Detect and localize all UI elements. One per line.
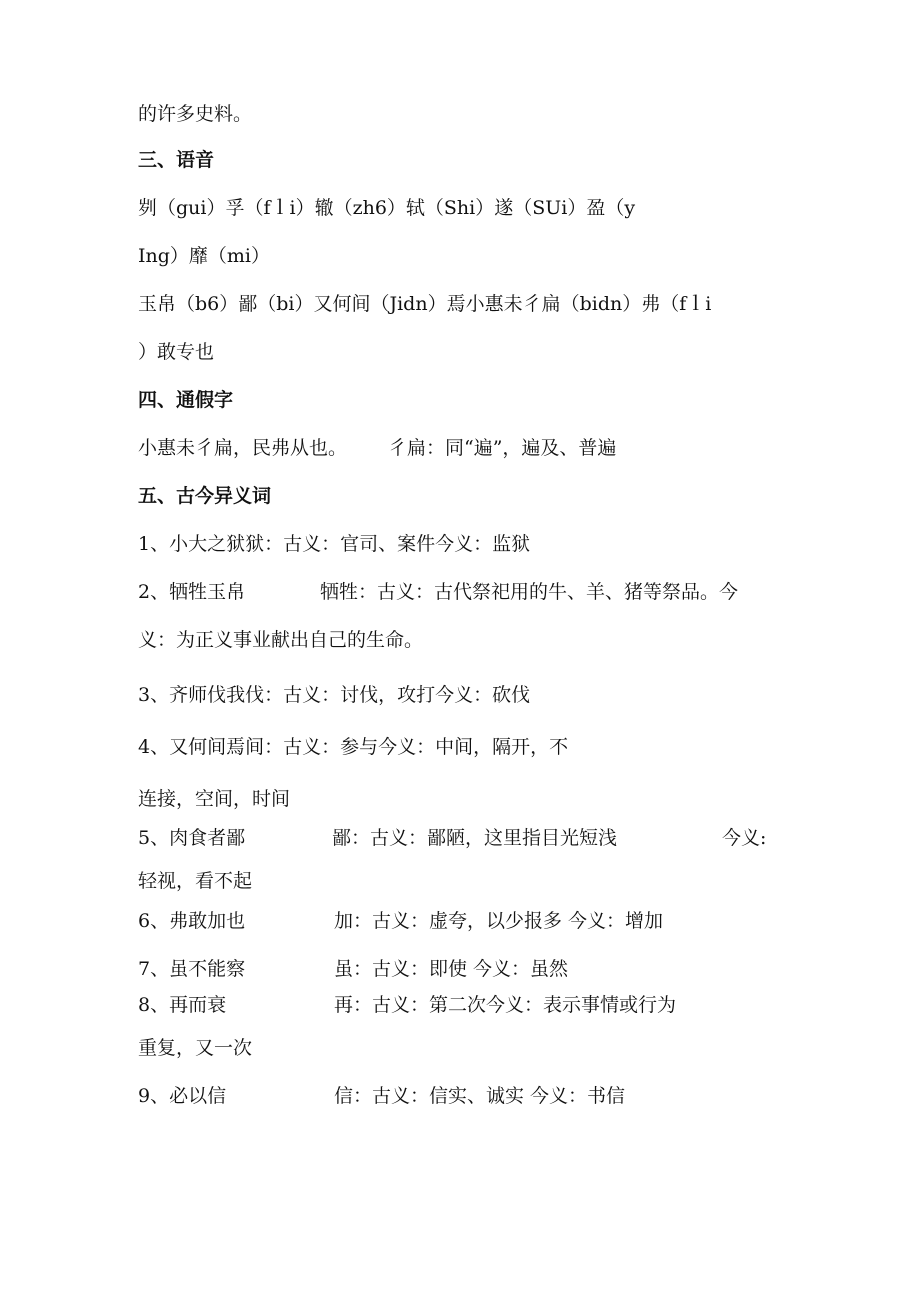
section-3-heading: 三、语音 xyxy=(138,149,215,171)
word-item-7-term: 7、虽不能察 xyxy=(138,958,246,980)
word-item-3: 3、齐师伐我伐：古义：讨伐，攻打今义：砍伐 xyxy=(138,684,531,706)
section-4-heading: 四、通假字 xyxy=(138,389,234,411)
loan-char-example: 小惠未彳扁，民弗从也。 xyxy=(138,437,348,459)
word-item-7-definition: 虽：古义：即使 今义：虽然 xyxy=(334,958,569,980)
word-item-9-definition: 信：古义：信实、诚实 今义：书信 xyxy=(334,1085,626,1107)
section-5-heading: 五、古今异义词 xyxy=(138,485,272,507)
word-item-4-continuation: 连接，空间，时间 xyxy=(138,788,291,810)
word-item-6-definition: 加：古义：虚夸，以少报多 今义：增加 xyxy=(334,910,664,932)
word-item-8-definition: 再：古义：第二次今义：表示事情或行为 xyxy=(334,994,677,1016)
word-item-8-term: 8、再而衰 xyxy=(138,994,227,1016)
loan-char-explanation: 彳扁：同“遍”，遍及、普遍 xyxy=(388,437,617,459)
word-item-2-term: 2、牺牲玉帛 xyxy=(138,581,246,603)
word-item-2-definition: 牺牲：古义：古代祭祀用的牛、羊、猪等祭品。今 xyxy=(320,581,739,603)
word-item-4: 4、又何间焉间：古义：参与今义：中间，隔开，不 xyxy=(138,736,569,758)
word-item-2-continuation: 义：为正义事业献出自己的生命。 xyxy=(138,629,424,651)
word-item-6-term: 6、弗敢加也 xyxy=(138,910,246,932)
pronunciation-line-2: Ing）靡（mi） xyxy=(138,245,270,267)
pronunciation-line-1: 刿（gui）孚（fｌi）辙（zh6）轼（Shi）遂（SUi）盈（y xyxy=(138,197,636,219)
word-item-5-modern-label: 今义: xyxy=(722,827,767,849)
word-item-5-continuation: 轻视，看不起 xyxy=(138,870,253,892)
pronunciation-line-4: ）敢专也 xyxy=(138,341,215,363)
word-item-1: 1、小大之狱狱：古义：官司、案件今义：监狱 xyxy=(138,533,531,555)
word-item-5-definition: 鄙：古义：鄙陋，这里指目光短浅 xyxy=(332,827,618,849)
intro-tail-text: 的许多史料。 xyxy=(138,103,253,125)
word-item-8-continuation: 重复，又一次 xyxy=(138,1037,253,1059)
pronunciation-line-3: 玉帛（b6）鄙（bi）又何间（Jidn）焉小惠未彳扁（bidn）弗（fｌi xyxy=(138,293,712,315)
word-item-9-term: 9、必以信 xyxy=(138,1085,227,1107)
word-item-5-term: 5、肉食者鄙 xyxy=(138,827,246,849)
